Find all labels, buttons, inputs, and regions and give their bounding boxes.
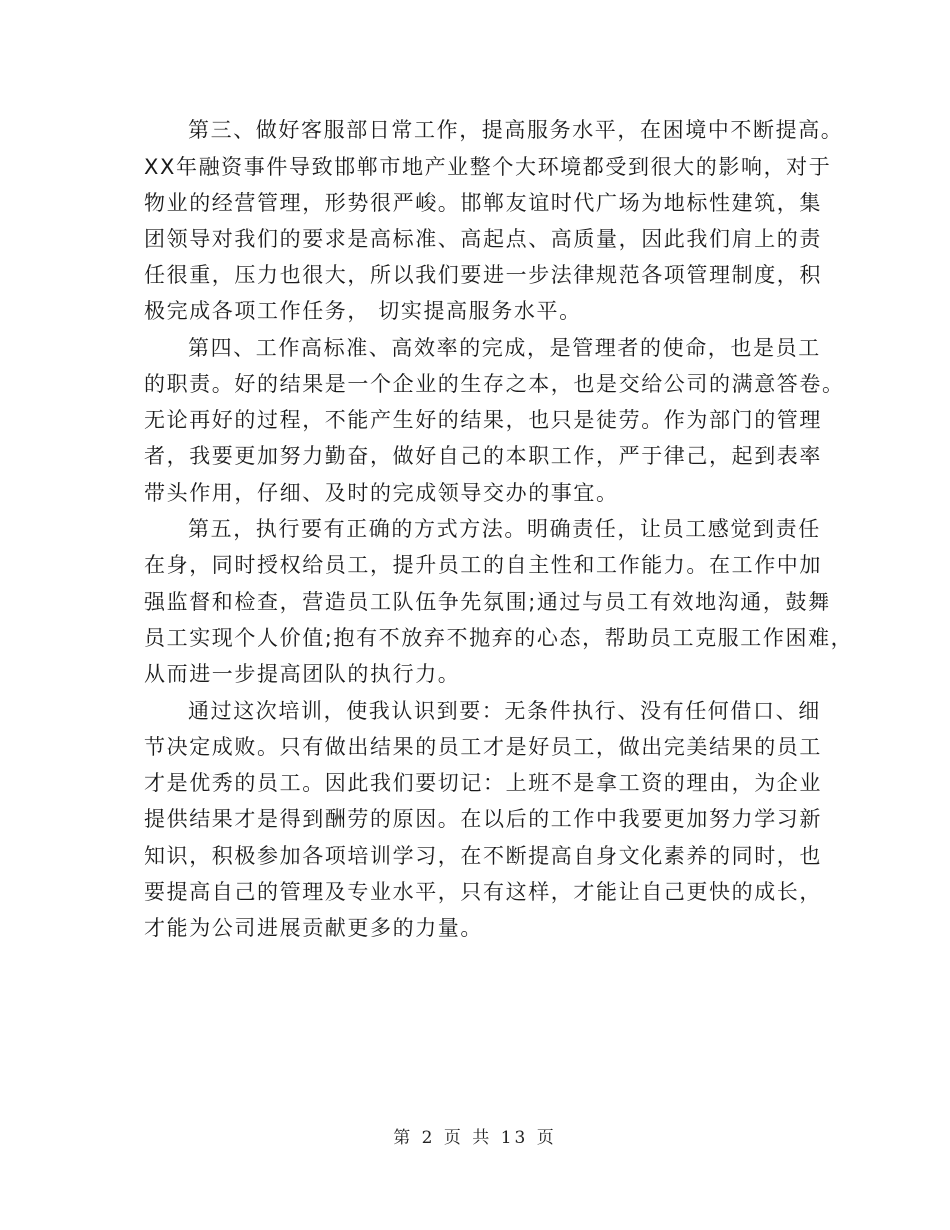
paragraph-5-line-2: 在身，同时授权给员工，提升员工的自主性和工作能力。在工作中加 xyxy=(144,553,822,577)
paragraph-3-line-4: 团领导对我们的要求是高标准、高起点、高质量，因此我们肩上的责 xyxy=(144,227,822,251)
paragraph-5-line-3: 强监督和检查，营造员工队伍争先氛围;通过与员工有效地沟通，鼓舞 xyxy=(144,590,831,614)
paragraph-5-line-4: 员工实现个人价值;抱有不放弃不抛弃的心态，帮助员工克服工作困难， xyxy=(144,626,854,650)
paragraph-6-line-4: 提供结果才是得到酬劳的原因。在以后的工作中我要更加努力学习新 xyxy=(144,807,822,831)
paragraph-3-line-1: 第三、做好客服部日常工作，提高服务水平，在困境中不断提高。 xyxy=(188,118,844,142)
paragraph-4-line-5: 带头作用，仔细、及时的完成领导交办的事宜。 xyxy=(144,481,619,505)
paragraph-6-line-1: 通过这次培训，使我认识到要：无条件执行、没有任何借口、细 xyxy=(188,699,821,723)
paragraph-6-line-3: 才是优秀的员工。因此我们要切记：上班不是拿工资的理由，为企业 xyxy=(144,771,822,795)
paragraph-3-line-6: 极完成各项工作任务， 切实提高服务水平。 xyxy=(144,299,582,323)
paragraph-5-line-5: 从而进一步提高团队的执行力。 xyxy=(144,662,461,686)
paragraph-5-line-1: 第五，执行要有正确的方式方法。明确责任，让员工感觉到责任 xyxy=(188,517,821,541)
paragraph-6-line-5: 知识，积极参加各项培训学习，在不断提高自身文化素养的同时，也 xyxy=(144,844,822,868)
paragraph-4-line-4: 者，我要更加努力勤奋，做好自己的本职工作，严于律己，起到表率 xyxy=(144,444,822,468)
page-number-footer: 第 2 页 共 13 页 xyxy=(393,1128,557,1148)
paragraph-4-line-2: 的职责。好的结果是一个企业的生存之本，也是交给公司的满意答卷。 xyxy=(144,372,845,396)
paragraph-4-line-1: 第四、工作高标准、高效率的完成，是管理者的使命，也是员工 xyxy=(188,336,821,360)
paragraph-3-line-5: 任很重，压力也很大，所以我们要进一步法律规范各项管理制度，积 xyxy=(144,263,822,287)
paragraph-3-line-2: XX年融资事件导致邯郸市地产业整个大环境都受到很大的影响，对于 xyxy=(144,155,832,179)
paragraph-4-line-3: 无论再好的过程，不能产生好的结果，也只是徒劳。作为部门的管理 xyxy=(144,408,822,432)
paragraph-6-line-7: 才能为公司进展贡献更多的力量。 xyxy=(144,916,483,940)
paragraph-6-line-2: 节决定成败。只有做出结果的员工才是好员工，做出完美结果的员工 xyxy=(144,735,822,759)
paragraph-6-line-6: 要提高自己的管理及专业水平，只有这样，才能让自己更快的成长， xyxy=(144,880,822,904)
paragraph-3-line-3: 物业的经营管理，形势很严峻。邯郸友谊时代广场为地标性建筑，集 xyxy=(144,191,822,215)
